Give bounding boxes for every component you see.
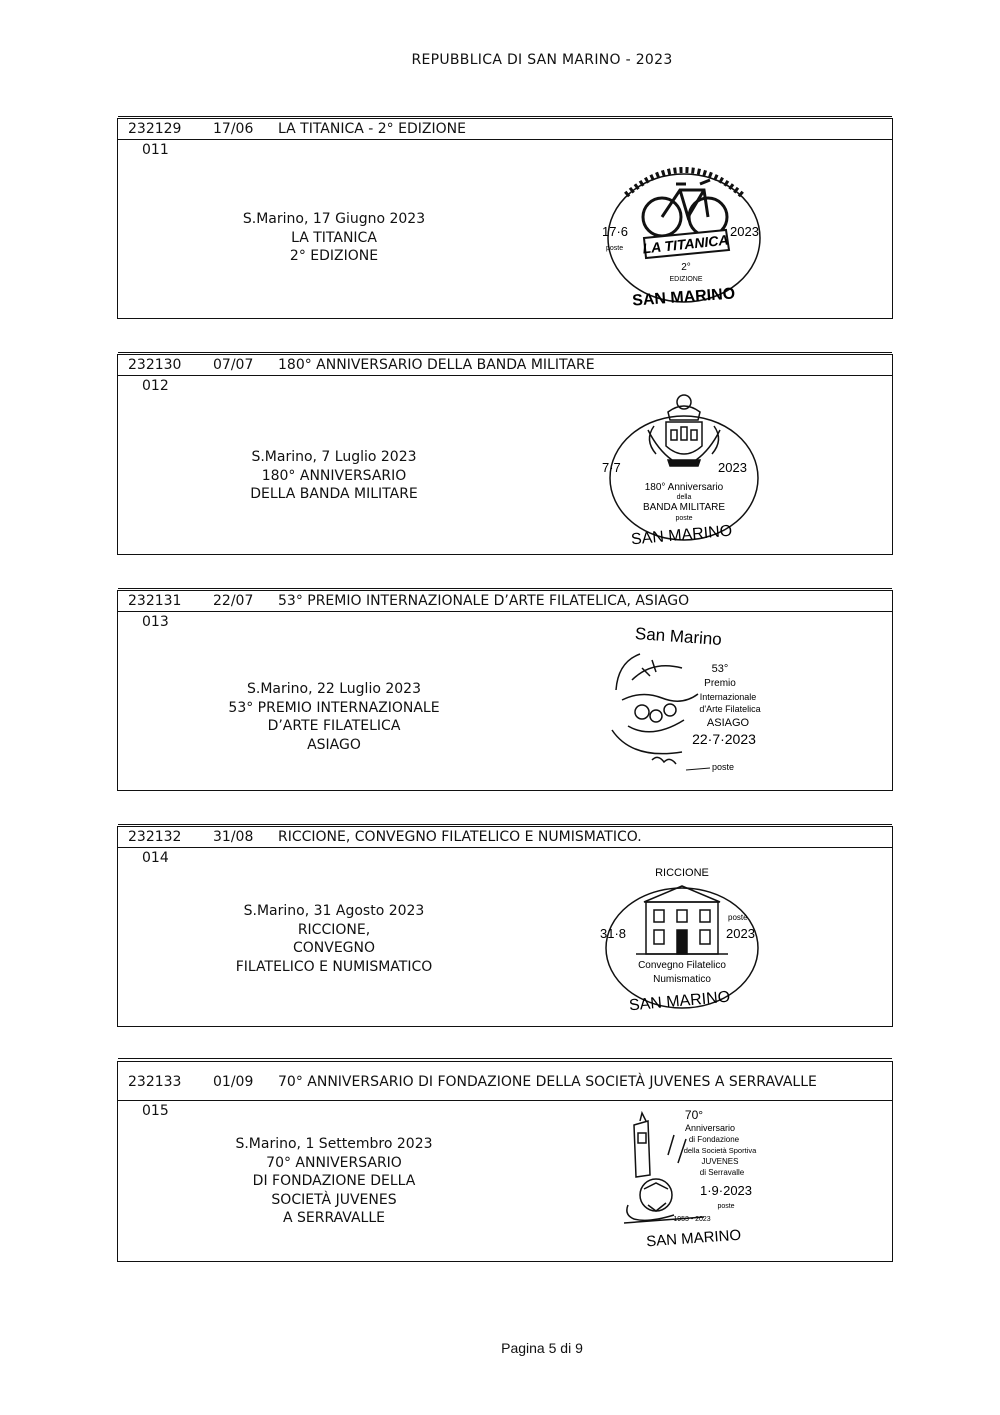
desc-line: S.Marino, 22 Luglio 2023 <box>247 681 421 697</box>
entry-header <box>118 1062 892 1101</box>
entry-title: 53° PREMIO INTERNAZIONALE D’ARTE FILATELICA, ASIAGO <box>278 593 690 609</box>
stamp-bottom: SAN MARINO <box>645 1226 742 1251</box>
stamp-line3: BANDA MILITARE <box>642 502 726 513</box>
desc-line: S.Marino, 31 Agosto 2023 <box>243 903 425 919</box>
stamp-years: 1953 - 2023 <box>673 1216 711 1223</box>
stamp-date: 1·9·2023 <box>699 1183 753 1198</box>
stamp-line6: di Serravalle <box>699 1168 745 1177</box>
stamp-line1: 180° Anniversario <box>644 482 724 493</box>
stamp-bottom: SAN MARINO <box>630 522 733 549</box>
stamp-year: 2023 <box>730 224 759 239</box>
postmark-stamp <box>592 620 772 784</box>
desc-line: RICCIONE, <box>297 921 371 938</box>
postmark-stamp <box>608 1105 788 1259</box>
entry-date: 31/08 <box>213 829 254 845</box>
desc-line: 2° EDIZIONE <box>289 248 379 264</box>
entry-description <box>204 448 464 504</box>
stamp-date: 7·7 <box>602 460 621 475</box>
postmark-entry <box>117 1061 893 1262</box>
page-number: Pagina 5 di 9 <box>501 1340 583 1356</box>
stamp-banner: LA TITANICA <box>641 231 730 257</box>
stamp-bottom: SAN MARINO <box>631 285 736 310</box>
entry-description <box>204 210 464 266</box>
entry-seq: 014 <box>142 850 169 866</box>
stamp-edition-num: 2° <box>681 262 691 273</box>
stamp-line5: ASIAGO <box>706 717 750 729</box>
stamp-poste: poste <box>606 245 624 252</box>
stamp-poste: poste <box>675 515 693 522</box>
page-header: REPUBBLICA DI SAN MARINO - 2023 <box>411 52 673 68</box>
desc-line: DI FONDAZIONE DELLA <box>252 1173 416 1189</box>
stamp-poste: poste <box>717 1203 735 1210</box>
stamp-line4: d'Arte Filatelica <box>699 704 761 714</box>
desc-line: SOCIETÀ JUVENES <box>271 1191 397 1208</box>
entry-seq: 015 <box>142 1103 169 1119</box>
stamp-line2: Anniversario <box>684 1123 736 1133</box>
entry-date: 17/06 <box>213 121 254 137</box>
postmark-stamp <box>596 150 776 314</box>
stamp-year: 2023 <box>718 460 747 475</box>
stamp-line2: della <box>676 494 692 501</box>
postmark-entry <box>117 826 893 1027</box>
entry-code: 232130 <box>128 357 182 373</box>
stamp-line2: Premio <box>704 678 736 689</box>
entry-code: 232131 <box>128 593 182 609</box>
stamp-date: 31·8 <box>600 926 627 941</box>
postmark-entry <box>117 354 893 555</box>
entry-seq: 013 <box>142 614 169 630</box>
entry-date: 07/07 <box>213 357 254 373</box>
entry-code: 232129 <box>128 121 182 137</box>
stamp-edition: EDIZIONE <box>669 276 703 283</box>
desc-line: FILATELICO E NUMISMATICO <box>235 958 433 975</box>
stamp-line3: di Fondazione <box>688 1135 740 1144</box>
stamp-date: 17·6 <box>602 224 629 239</box>
entry-title: LA TITANICA - 2° EDIZIONE <box>278 121 466 137</box>
postmark-entry <box>117 590 893 791</box>
desc-line: 53° PREMIO INTERNAZIONALE <box>228 699 440 716</box>
stamp-line4: della Società Sportiva <box>683 1146 757 1155</box>
entry-description <box>204 680 464 754</box>
entry-code: 232132 <box>128 829 182 845</box>
entry-date: 01/09 <box>213 1074 254 1090</box>
desc-line: LA TITANICA <box>291 229 377 246</box>
postmark-stamp <box>598 390 778 554</box>
desc-line: 180° ANNIVERSARIO <box>261 467 407 484</box>
landscape-drawing-icon <box>612 660 698 764</box>
desc-line: S.Marino, 1 Settembro 2023 <box>235 1136 433 1152</box>
bicycle-icon <box>643 180 727 236</box>
entry-header <box>118 355 892 376</box>
postmark-stamp <box>596 862 776 1026</box>
entry-seq: 011 <box>142 142 169 158</box>
building-icon <box>636 886 728 954</box>
entry-title: RICCIONE, CONVEGNO FILATELICO E NUMISMATICO. <box>278 829 642 845</box>
desc-line: DELLA BANDA MILITARE <box>250 486 418 502</box>
desc-line: ASIAGO <box>307 736 361 753</box>
entry-code: 232133 <box>128 1074 182 1090</box>
desc-line: D’ARTE FILATELICA <box>267 718 401 734</box>
entry-description <box>204 902 464 976</box>
desc-line: S.Marino, 17 Giugno 2023 <box>242 211 426 227</box>
entry-description <box>204 1135 464 1228</box>
stamp-line3: Internazionale <box>699 692 757 702</box>
postmark-entry <box>117 118 893 319</box>
desc-line: A SERRAVALLE <box>282 1210 386 1226</box>
stamp-line2: Numismatico <box>653 974 711 985</box>
stamp-line1: 53° <box>711 663 729 675</box>
entry-date: 22/07 <box>213 593 254 609</box>
stamp-date: 22·7·2023 <box>692 731 756 747</box>
coat-of-arms-icon <box>648 395 720 466</box>
stamp-line1: 70° <box>684 1108 704 1122</box>
stamp-line5: JUVENES <box>701 1157 739 1166</box>
stamp-line1: Convegno Filatelico <box>638 960 726 971</box>
desc-line: S.Marino, 7 Luglio 2023 <box>251 449 417 465</box>
entry-header <box>118 119 892 140</box>
stamp-top: RICCIONE <box>655 867 709 879</box>
entry-header <box>118 591 892 612</box>
stamp-year: 2023 <box>726 926 755 941</box>
entry-header <box>118 827 892 848</box>
stamp-poste: poste <box>728 913 748 922</box>
stamp-poste: poste <box>712 762 735 772</box>
desc-line: 70° ANNIVERSARIO <box>266 1154 402 1171</box>
desc-line: CONVEGNO <box>292 940 376 956</box>
entry-title: 70° ANNIVERSARIO DI FONDAZIONE DELLA SOCIETÀ JUVENES A SERRAVALLE <box>278 1074 817 1090</box>
entry-title: 180° ANNIVERSARIO DELLA BANDA MILITARE <box>278 357 595 373</box>
entry-seq: 012 <box>142 378 169 394</box>
stamp-bottom: SAN MARINO <box>628 988 731 1015</box>
stamp-top: San Marino <box>634 624 723 650</box>
